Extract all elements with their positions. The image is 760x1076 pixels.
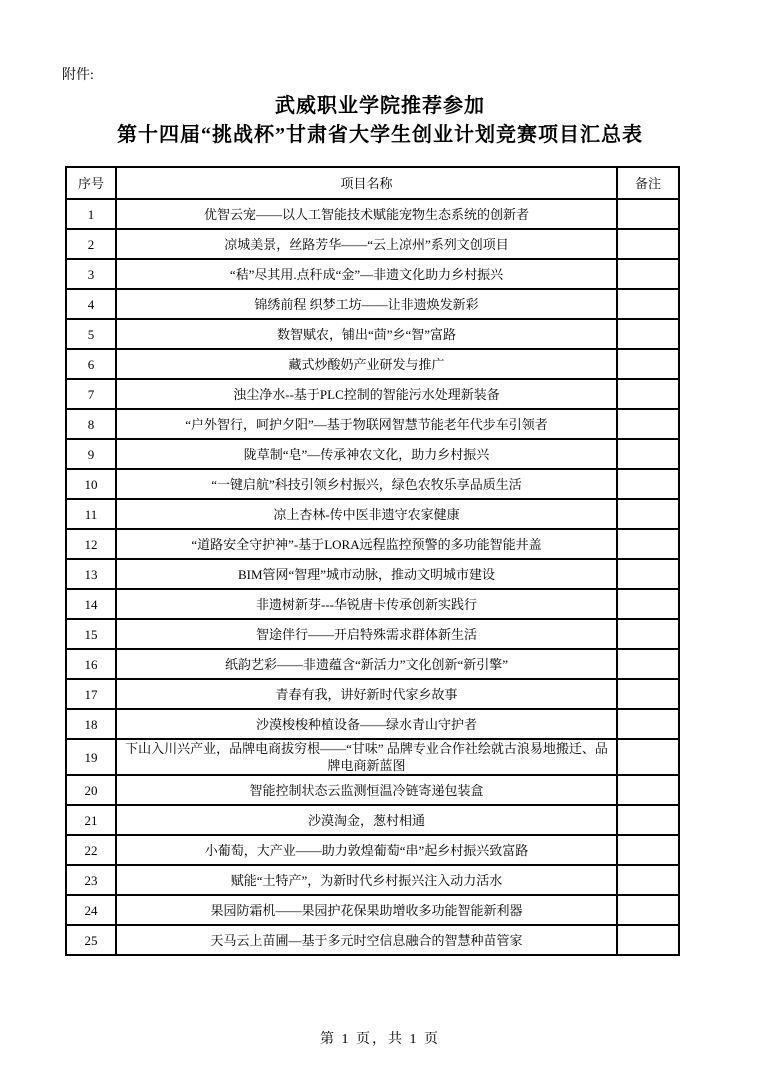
row-index: 12	[66, 529, 116, 559]
row-index: 19	[66, 739, 116, 775]
row-index: 7	[66, 379, 116, 409]
row-index: 23	[66, 865, 116, 895]
table-row	[66, 409, 679, 439]
remark-cell	[617, 529, 679, 559]
remark-cell	[617, 559, 679, 589]
remark-cell	[617, 619, 679, 649]
document-title-line2: 第十四届“挑战杯”甘肃省大学生创业计划竞赛项目汇总表	[117, 124, 643, 146]
table-row	[66, 529, 679, 559]
remark-cell	[617, 409, 679, 439]
row-index: 24	[66, 895, 116, 925]
table-row	[66, 709, 679, 739]
remark-cell	[617, 925, 679, 955]
table-row	[66, 805, 679, 835]
project-name: 沙漠梭梭种植设备——绿水青山守护者	[116, 709, 617, 739]
remark-cell	[617, 469, 679, 499]
row-index: 13	[66, 559, 116, 589]
column-header-index: 序号	[66, 167, 116, 199]
row-index: 9	[66, 439, 116, 469]
document-title	[0, 92, 760, 150]
table-row	[66, 439, 679, 469]
row-index: 10	[66, 469, 116, 499]
row-index: 3	[66, 259, 116, 289]
table-row	[66, 835, 679, 865]
project-name: 天马云上苗圃—基于多元时空信息融合的智慧种苗管家	[116, 925, 617, 955]
row-index: 22	[66, 835, 116, 865]
row-index: 21	[66, 805, 116, 835]
remark-cell	[617, 379, 679, 409]
row-index: 15	[66, 619, 116, 649]
row-index: 17	[66, 679, 116, 709]
table-row	[66, 349, 679, 379]
remark-cell	[617, 835, 679, 865]
project-name: BIM管网“智理”城市动脉，推动文明城市建设	[116, 559, 617, 589]
project-name: “道路安全守护神”-基于LORA远程监控预警的多功能智能井盖	[116, 529, 617, 559]
table-row	[66, 199, 679, 229]
project-name: 凉城美景，丝路芳华——“云上凉州”系列文创项目	[116, 229, 617, 259]
table-row	[66, 895, 679, 925]
table-row	[66, 739, 679, 775]
project-name: 纸韵艺彩——非遗蕴含“新活力”文化创新“新引擎”	[116, 649, 617, 679]
project-name: 数智赋农，铺出“茴”乡“智”富路	[116, 319, 617, 349]
row-index: 25	[66, 925, 116, 955]
project-name: “一键启航”科技引领乡村振兴，绿色农牧乐享品质生活	[116, 469, 617, 499]
document-title-line1: 武威职业学院推荐参加	[275, 95, 485, 117]
remark-cell	[617, 709, 679, 739]
table-row	[66, 319, 679, 349]
table-row	[66, 589, 679, 619]
column-header-remark: 备注	[617, 167, 679, 199]
remark-cell	[617, 589, 679, 619]
project-name: 浊尘净水--基于PLC控制的智能污水处理新装备	[116, 379, 617, 409]
remark-cell	[617, 679, 679, 709]
project-name: 赋能“土特产”，为新时代乡村振兴注入动力活水	[116, 865, 617, 895]
row-index: 8	[66, 409, 116, 439]
remark-cell	[617, 775, 679, 805]
project-name: 小葡萄，大产业——助力敦煌葡萄“串”起乡村振兴致富路	[116, 835, 617, 865]
table-row	[66, 559, 679, 589]
project-name: “秸”尽其用.点秆成“金”—非遗文化助力乡村振兴	[116, 259, 617, 289]
project-name: 智途伴行——开启特殊需求群体新生活	[116, 619, 617, 649]
project-table-header	[66, 167, 679, 199]
project-name: “户外智行，呵护夕阳”—基于物联网智慧节能老年代步车引领者	[116, 409, 617, 439]
remark-cell	[617, 349, 679, 379]
remark-cell	[617, 439, 679, 469]
table-row	[66, 499, 679, 529]
remark-cell	[617, 739, 679, 775]
project-name: 锦绣前程 织梦工坊——让非遗焕发新彩	[116, 289, 617, 319]
project-name: 优智云宠——以人工智能技术赋能宠物生态系统的创新者	[116, 199, 617, 229]
remark-cell	[617, 805, 679, 835]
page-indicator: 第 1 页，共 1 页	[320, 1032, 440, 1047]
project-name: 非遗树新芽---华锐唐卡传承创新实践行	[116, 589, 617, 619]
project-name: 沙漠淘金，葱村相通	[116, 805, 617, 835]
remark-cell	[617, 499, 679, 529]
remark-cell	[617, 865, 679, 895]
project-name: 果园防霜机——果园护花保果助增收多功能智能新利器	[116, 895, 617, 925]
table-row	[66, 259, 679, 289]
table-row	[66, 865, 679, 895]
row-index: 6	[66, 349, 116, 379]
remark-cell	[617, 199, 679, 229]
row-index: 1	[66, 199, 116, 229]
remark-cell	[617, 895, 679, 925]
remark-cell	[617, 259, 679, 289]
project-name: 藏式炒酸奶产业研发与推广	[116, 349, 617, 379]
row-index: 14	[66, 589, 116, 619]
remark-cell	[617, 649, 679, 679]
table-row	[66, 469, 679, 499]
row-index: 5	[66, 319, 116, 349]
project-name: 陇草制“皂”—传承神农文化，助力乡村振兴	[116, 439, 617, 469]
table-row	[66, 379, 679, 409]
remark-cell	[617, 319, 679, 349]
row-index: 4	[66, 289, 116, 319]
row-index: 20	[66, 775, 116, 805]
project-name: 青春有我，讲好新时代家乡故事	[116, 679, 617, 709]
row-index: 11	[66, 499, 116, 529]
attachment-label: 附件:	[62, 68, 94, 83]
project-table	[65, 166, 680, 956]
table-row	[66, 649, 679, 679]
row-index: 18	[66, 709, 116, 739]
table-row	[66, 925, 679, 955]
project-name: 下山入川兴产业，品牌电商拔穷根——“甘味” 品牌专业合作社绘就古浪易地搬迁、品牌电商新蓝图	[116, 739, 617, 775]
project-table-body	[66, 199, 679, 955]
row-index: 16	[66, 649, 116, 679]
table-row	[66, 229, 679, 259]
remark-cell	[617, 229, 679, 259]
header-row	[66, 167, 679, 199]
remark-cell	[617, 289, 679, 319]
row-index: 2	[66, 229, 116, 259]
table-row	[66, 679, 679, 709]
project-name: 智能控制状态云监测恒温冷链寄递包装盒	[116, 775, 617, 805]
table-row	[66, 619, 679, 649]
column-header-project-name: 项目名称	[116, 167, 617, 199]
table-row	[66, 289, 679, 319]
table-row	[66, 775, 679, 805]
project-name: 凉上杏林-传中医非遗守农家健康	[116, 499, 617, 529]
